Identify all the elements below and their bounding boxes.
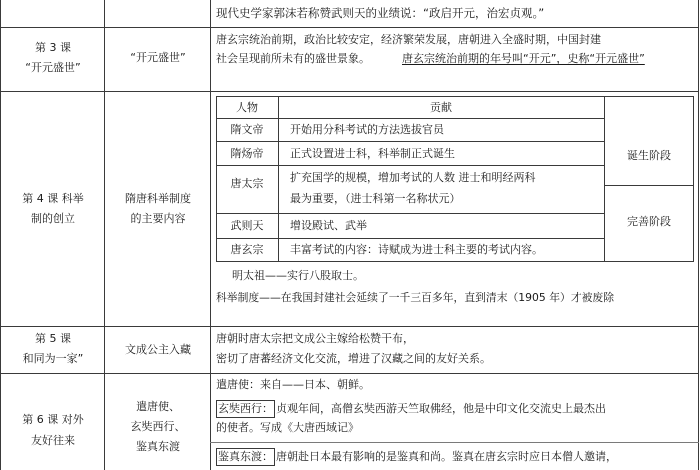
lesson4-topic-line2: 的主要内容: [130, 212, 186, 225]
lesson6-topic-line2: 玄奘西行、: [130, 420, 186, 433]
xuanzang-label: 玄奘西行：: [218, 402, 273, 415]
lesson4-note-1: 明太祖——实行八股取士。: [232, 269, 364, 282]
inner-row-divider: [216, 141, 605, 142]
lesson3-topic: “开元盛世”: [130, 51, 186, 64]
stage-birth: 诞生阶段: [627, 149, 671, 162]
lesson6-title-line1: 第 6 课 对外: [22, 413, 84, 426]
lesson3-era-name: 唐玄宗统治前期的年号叫“开元”，史称“开元盛世”: [402, 52, 645, 65]
jianzhen-label: 鉴真东渡：: [218, 450, 273, 463]
inner-row-divider: [216, 165, 605, 166]
column-divider-1: [104, 0, 105, 470]
table-row-contribution: 增设殿试、武举: [290, 219, 367, 232]
inner-row-divider: [216, 213, 605, 214]
inner-row-divider: [216, 118, 605, 119]
lesson6-title-line2: 友好往来: [31, 434, 75, 447]
stage-divider: [604, 185, 694, 186]
table-right-border: [698, 0, 699, 470]
lesson6-inner-divider: [210, 442, 699, 443]
lesson4-note-2: 科举制度——在我国封建社会延续了一千三百多年，直到清末（1905 年）才被废除: [216, 291, 615, 304]
inner-row-divider: [216, 238, 605, 239]
lesson6-topic-line1: 遣唐使、: [136, 400, 180, 413]
lesson5-title-line2: 和同为一家”: [22, 352, 84, 365]
lesson4-title-line2: 制的创立: [31, 212, 75, 225]
table-row-contribution: 开始用分科考试的方法选拔官员: [290, 123, 444, 136]
table-row-contribution: 丰富考试的内容：诗赋成为进士科主要的考试内容。: [290, 243, 543, 256]
lesson3-content-line2: 社会呈现前所未有的盛世景象。: [216, 52, 370, 65]
header-contribution: 贡献: [430, 101, 452, 114]
lesson3-title-line1: 第 3 课: [35, 41, 71, 54]
xuanzang-line1: 贞观年间，高僧玄奘西游天竺取佛经，他是中印文化交流史上最杰出: [276, 402, 606, 415]
lesson3-title-line2: “开元盛世”: [25, 61, 81, 74]
table-row-person: 隋炀帝: [230, 147, 264, 160]
lesson5-content-line1: 唐朝时唐太宗把文成公主嫁给松赞干布，: [216, 332, 414, 345]
lesson5-title-line1: 第 5 课: [35, 332, 71, 345]
table-row-person: 武则天: [230, 219, 264, 232]
lesson6-topic-line3: 鉴真东渡: [136, 440, 180, 453]
table-row-contribution: 正式设置进士科，科举制正式诞生: [290, 147, 455, 160]
row-divider: [0, 91, 699, 92]
table-row-person: 唐太宗: [230, 177, 264, 190]
stage-perfect: 完善阶段: [627, 215, 671, 228]
lesson4-title-line1: 第 4 课 科举: [22, 192, 84, 205]
top-row-text: 现代史学家郭沫若称赞武则天的业绩说：“政启开元，治宏贞观。”: [216, 6, 545, 20]
column-divider-2: [210, 0, 211, 470]
row-divider: [0, 326, 699, 327]
table-left-border: [0, 0, 1, 470]
table-row-person: 唐玄宗: [230, 243, 264, 256]
lesson5-content-line2: 密切了唐蕃经济文化交流，增进了汉藏之间的友好关系。: [216, 352, 491, 365]
lesson5-topic: 文成公主入藏: [125, 343, 191, 356]
row-divider: [0, 373, 699, 374]
header-person: 人物: [236, 101, 258, 114]
lesson4-topic-line1: 隋唐科举制度: [125, 192, 191, 205]
row-divider: [0, 27, 699, 28]
lesson3-content-line1: 唐玄宗统治前期，政治比较安定，经济繁荣发展，唐朝进入全盛时期，中国封建: [216, 33, 601, 46]
table-row-contribution: 扩充国学的规模，增加考试的人数 进士和明经两科: [290, 171, 536, 184]
xuanzang-line2: 的使者。写成《大唐西域记》: [216, 421, 359, 434]
envoy-line: 遣唐使：来自——日本、朝鲜。: [216, 378, 370, 391]
jianzhen-line1: 唐朝赴日本最有影响的是鉴真和尚。鉴真在唐玄宗时应日本僧人邀请，: [276, 450, 617, 463]
table-row-person: 隋文帝: [230, 123, 264, 136]
table-row-contribution: 最为重要，（进士科第一名称状元）: [290, 192, 461, 205]
